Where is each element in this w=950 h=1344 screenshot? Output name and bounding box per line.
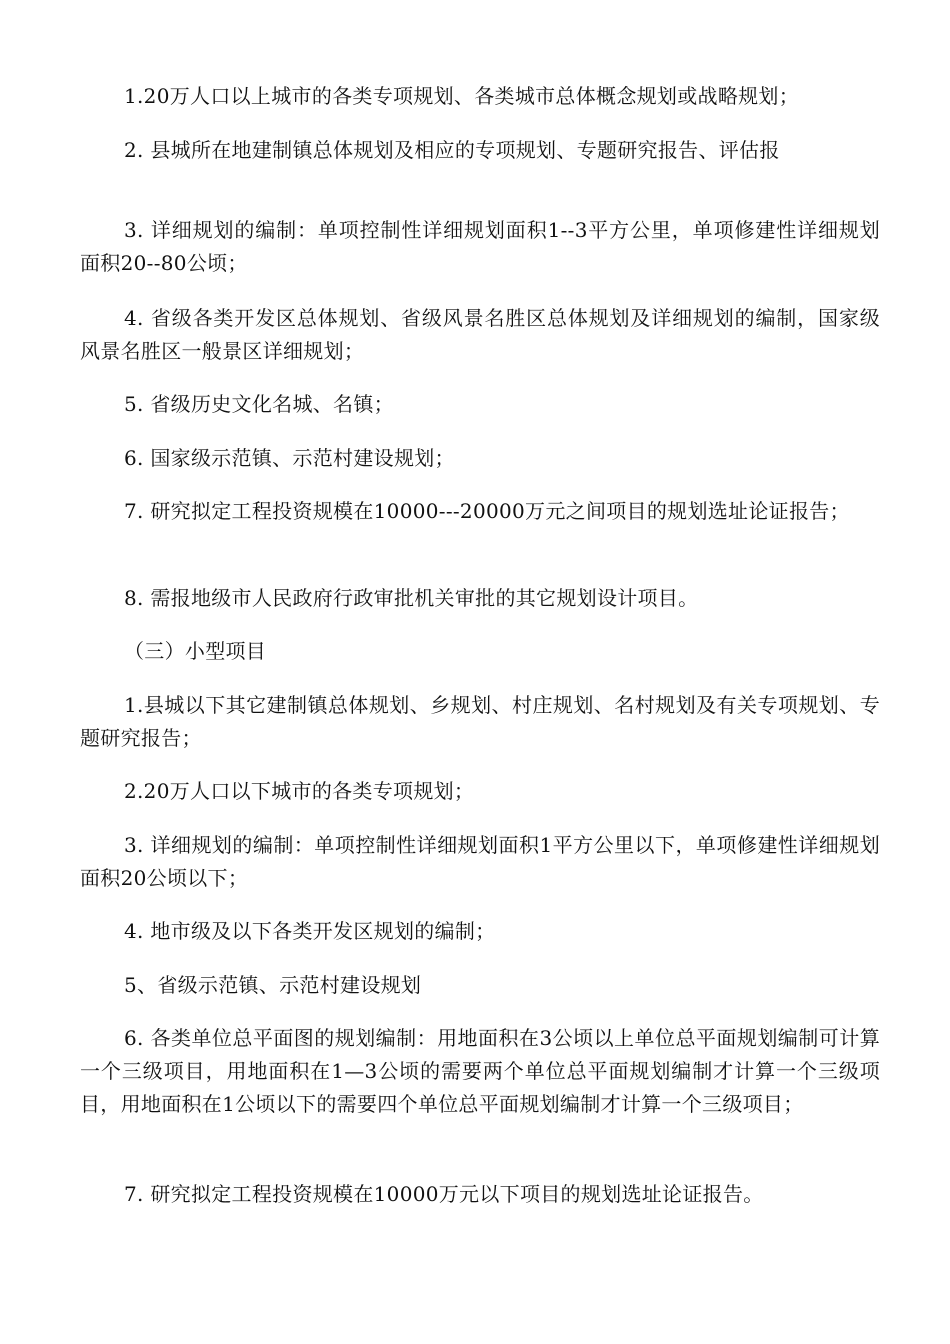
- paragraph-14: 6. 各类单位总平面图的规划编制：用地面积在3公顷以上单位总平面规划编制可计算一个三级项目，用地面积在1—3公顷的需要两个单位总平面规划编制才计算一个三级项目，用地面积在1公顷以下的需要四个单位总平面规划编制才计算一个三级项目；: [80, 1026, 880, 1116]
- paragraph-8: 8. 需报地级市人民政府行政审批机关审批的其它规划设计项目。: [124, 586, 699, 610]
- paragraph-6: 6. 国家级示范镇、示范村建设规划；: [124, 446, 455, 470]
- paragraph-1: 1.20万人口以上城市的各类专项规划、各类城市总体概念规划或战略规划；: [124, 84, 800, 108]
- paragraph-5: 5. 省级历史文化名城、名镇；: [124, 392, 394, 416]
- paragraph-15: 7. 研究拟定工程投资规模在10000万元以下项目的规划选址论证报告。: [124, 1182, 764, 1206]
- paragraph-10: 2.20万人口以下城市的各类专项规划；: [124, 779, 475, 803]
- section-heading-small-projects: （三）小型项目: [124, 639, 267, 663]
- paragraph-13: 5、省级示范镇、示范村建设规划: [124, 973, 422, 997]
- paragraph-9: 1.县城以下其它建制镇总体规划、乡规划、村庄规划、名村规划及有关专项规划、专题研究报告；: [80, 693, 880, 750]
- paragraph-2: 2. 县城所在地建制镇总体规划及相应的专项规划、专题研究报告、评估报: [124, 138, 780, 162]
- paragraph-4: 4. 省级各类开发区总体规划、省级风景名胜区总体规划及详细规划的编制，国家级风景名胜区一般景区详细规划；: [80, 306, 880, 363]
- paragraph-11: 3. 详细规划的编制：单项控制性详细规划面积1平方公里以下，单项修建性详细规划面积20公顷以下；: [80, 833, 880, 890]
- paragraph-3: 3. 详细规划的编制：单项控制性详细规划面积1--3平方公里，单项修建性详细规划面积20--80公顷；: [80, 218, 880, 275]
- paragraph-12: 4. 地市级及以下各类开发区规划的编制；: [124, 919, 496, 943]
- paragraph-7: 7. 研究拟定工程投资规模在10000---20000万元之间项目的规划选址论证报告；: [124, 499, 850, 523]
